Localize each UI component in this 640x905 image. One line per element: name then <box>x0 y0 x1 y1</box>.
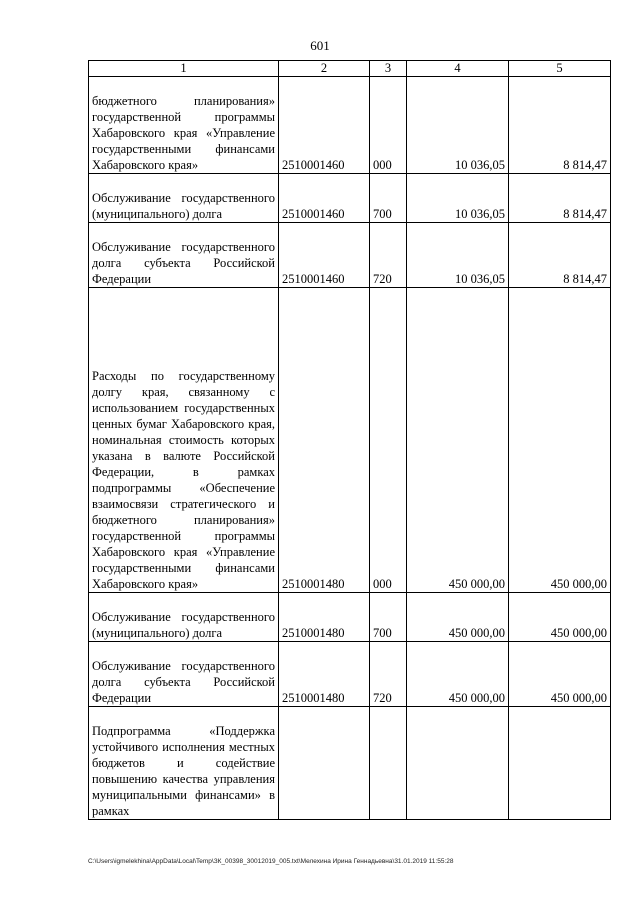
row-value-col4: 450 000,00 <box>407 288 509 593</box>
row-value-col4: 450 000,00 <box>407 593 509 642</box>
table-header-row <box>89 61 611 77</box>
row-value-col5: 8 814,47 <box>509 77 611 174</box>
row-value-col5: 450 000,00 <box>509 593 611 642</box>
row-value-col5 <box>509 707 611 820</box>
row-value-col5: 8 814,47 <box>509 174 611 223</box>
row-expense-type <box>370 707 407 820</box>
row-name: Подпрограмма «Поддержка устойчивого исполнения местных бюджетов и содействие повышению качества управления муниципальными финансами» в рамках <box>89 707 279 820</box>
row-value-col4 <box>407 707 509 820</box>
row-expense-type: 720 <box>370 642 407 707</box>
row-name: Обслуживание государственного (муниципального) долга <box>89 593 279 642</box>
table-row <box>89 288 611 593</box>
header-col-3: 3 <box>370 61 407 77</box>
row-name: Обслуживание государственного долга субъекта Российской Федерации <box>89 223 279 288</box>
row-value-col4: 10 036,05 <box>407 174 509 223</box>
row-value-col5: 8 814,47 <box>509 223 611 288</box>
row-name: Обслуживание государственного долга субъекта Российской Федерации <box>89 642 279 707</box>
row-target-code: 2510001460 <box>279 223 370 288</box>
table-row <box>89 223 611 288</box>
row-target-code: 2510001460 <box>279 174 370 223</box>
table-row <box>89 77 611 174</box>
row-value-col4: 10 036,05 <box>407 77 509 174</box>
row-name: Расходы по государственному долгу края, связанному с использованием государственных ценных бумаг Хабаровского края, номинальная стоимость которых указана в валюте Российской Федерации, в рамках подпрограммы «Обеспечение взаимосвязи стратегического и бюджетного планирования» государственной программы Хабаровского края «Управление государственными финансами Хабаровского края» <box>89 288 279 593</box>
row-target-code: 2510001480 <box>279 642 370 707</box>
row-target-code: 2510001480 <box>279 593 370 642</box>
table-row <box>89 642 611 707</box>
row-target-code: 2510001480 <box>279 288 370 593</box>
row-value-col5: 450 000,00 <box>509 642 611 707</box>
row-expense-type: 000 <box>370 77 407 174</box>
row-value-col5: 450 000,00 <box>509 288 611 593</box>
budget-table <box>88 60 611 820</box>
row-name: бюджетного планирования» государственной программы Хабаровского края «Управление государственными финансами Хабаровского края» <box>89 77 279 174</box>
row-expense-type: 700 <box>370 174 407 223</box>
row-expense-type: 000 <box>370 288 407 593</box>
header-col-2: 2 <box>279 61 370 77</box>
row-value-col4: 10 036,05 <box>407 223 509 288</box>
row-expense-type: 720 <box>370 223 407 288</box>
row-value-col4: 450 000,00 <box>407 642 509 707</box>
header-col-4: 4 <box>407 61 509 77</box>
row-target-code: 2510001460 <box>279 77 370 174</box>
header-col-1: 1 <box>89 61 279 77</box>
table-row <box>89 593 611 642</box>
row-name: Обслуживание государственного (муниципального) долга <box>89 174 279 223</box>
page-number: 601 <box>310 38 330 53</box>
header-col-5: 5 <box>509 61 611 77</box>
file-path-footer: C:\Users\igmelekhina\AppData\Local\Temp\ЗК_00398_30012019_005.txt\Мелехина Ирина Геннадьевна\31.01.2019 11:55:28 <box>88 858 454 865</box>
row-expense-type: 700 <box>370 593 407 642</box>
table-row <box>89 707 611 820</box>
row-target-code <box>279 707 370 820</box>
table-row <box>89 174 611 223</box>
